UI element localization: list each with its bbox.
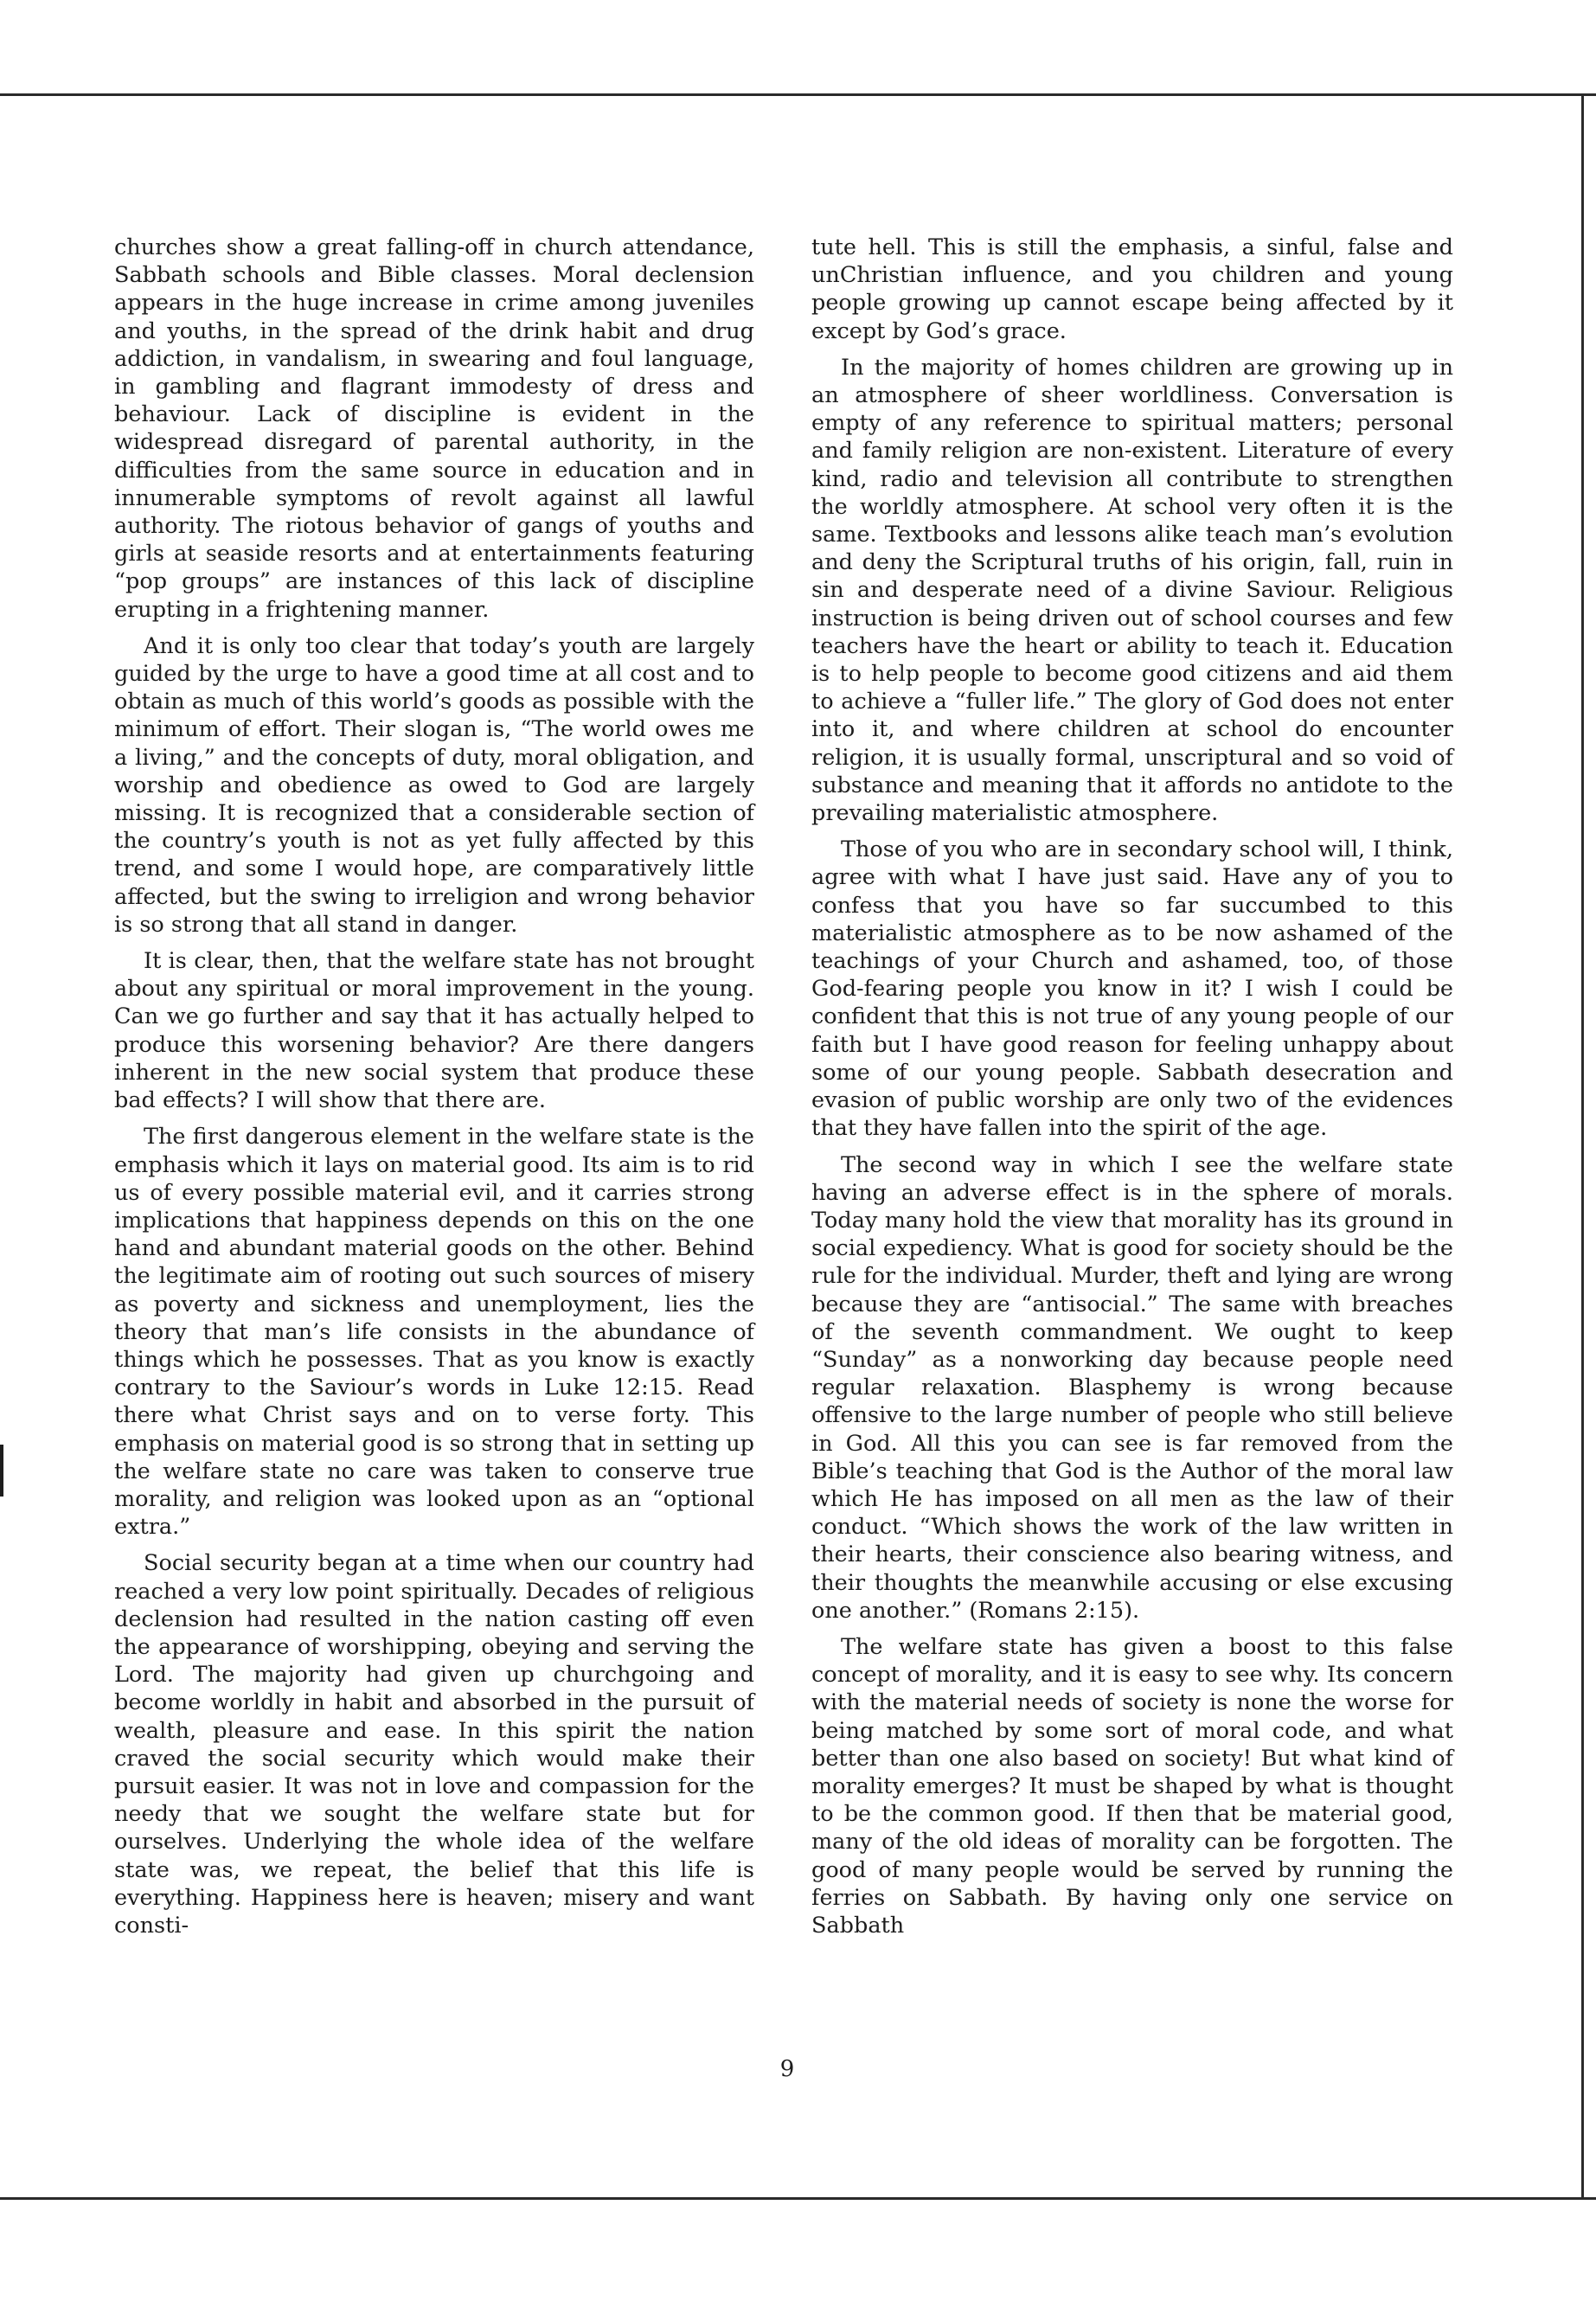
right-column	[811, 234, 1453, 1948]
paragraph: tute hell. This is still the emphasis, a sinful, false and unChristian influence, and you children and young people growing up cannot escape being affected by it except by God’s grace.	[811, 234, 1453, 344]
paragraph: The second way in which I see the welfare state having an adverse effect is in the sphere of morals. Today many hold the view that morality has its ground in social expediency. What is good for society should be the rule for the individual. Murder, theft and lying are wrong because they are “antisocial.” The same with breaches of the seventh commandment. We ought to keep “Sunday” as a nonworking day because people need regular relaxation. Blasphemy is wrong because offensive to the large number of people who still believe in God. All this you can see is far removed from the Bible’s teaching that God is the Author of the moral law which He has imposed on all men as the law of their conduct. “Which shows the work of the law written in their hearts, their conscience also bearing witness, and their thoughts the meanwhile accusing or else excusing one another.” (Romans 2:15).	[811, 1151, 1453, 1624]
left-column	[114, 234, 754, 1948]
paragraph: Those of you who are in secondary school will, I think, agree with what I have just said. Have any of you to confess that you have so far succumbed to this materialistic atmosphere as to be now ashamed of the teachings of your Church and ashamed, too, of those God-fearing people you know in it? I wish I could be confident that this is not true of any young people of our faith but I have good reason for feeling unhappy about some of our young people. Sabbath desecration and evasion of public worship are only two of the evidences that they have fallen into the spirit of the age.	[811, 836, 1453, 1142]
paragraph: And it is only too clear that today’s youth are largely guided by the urge to have a good time at all cost and to obtain as much of this world’s goods as possible with the minimum of effort. Their slogan is, “The world owes me a living,” and the concepts of duty, moral obligation, and worship and obedience as owed to God are largely missing. It is recognized that a considerable section of the country’s youth is not as yet fully affected by this trend, and some I would hope, are comparatively little affected, but the swing to irreligion and wrong behavior is so strong that all stand in danger.	[114, 632, 754, 938]
paragraph: Social security began at a time when our country had reached a very low point spiritually. Decades of religious declension had resulted in the nation casting off even the appearance of worshipping, obeying and serving the Lord. The majority had given up churchgoing and become worldly in habit and absorbed in the pursuit of wealth, pleasure and ease. In this spirit the nation craved the social security which would make their pursuit easier. It was not in love and compassion for the needy that we sought the welfare state but for ourselves. Underlying the whole idea of the welfare state was, we repeat, the belief that this life is everything. Happiness here is heaven; misery and want consti-	[114, 1550, 754, 1939]
paragraph: It is clear, then, that the welfare state has not brought about any spiritual or moral improvement in the young. Can we go further and say that it has actually helped to produce this worsening behavior? Are there dangers inherent in the new social system that produce these bad effects? I will show that there are.	[114, 948, 754, 1114]
paragraph: churches show a great falling-off in church attendance, Sabbath schools and Bible classes. Moral declension appears in the huge increase in crime among juveniles and youths, in the spread of the drink habit and drug addiction, in vandalism, in swearing and foul language, in gambling and flagrant immodesty of dress and behaviour. Lack of discipline is evident in the widespread disregard of parental authority, in the difficulties from the same source in education and in innumerable symptoms of revolt against all lawful authority. The riotous behavior of gangs of youths and girls at seaside resorts and at entertainments featuring “pop groups” are instances of this lack of discipline erupting in a frightening manner.	[114, 234, 754, 623]
paragraph: The first dangerous element in the welfare state is the emphasis which it lays on material good. Its aim is to rid us of every possible material evil, and it carries strong implications that happiness depends on this on the one hand and abundant material goods on the other. Behind the legitimate aim of rooting out such sources of misery as poverty and sickness and unemployment, lies the theory that man’s life consists in the abundance of things which he possesses. That as you know is exactly contrary to the Saviour’s words in Luke 12:15. Read there what Christ says and on to verse forty. This emphasis on material good is so strong that in setting up the welfare state no care was taken to conserve true morality, and religion was looked upon as an “optional extra.”	[114, 1124, 754, 1541]
page-number: 9	[779, 2056, 795, 2082]
paragraph: In the majority of homes children are growing up in an atmosphere of sheer worldliness. Conversation is empty of any reference to spiritual matters; personal and family religion are non-existent. Literature of every kind, radio and television all contribute to strengthen the worldly atmosphere. At school very often it is the same. Textbooks and lessons alike teach man’s evolution and deny the Scriptural truths of his origin, fall, ruin in sin and desperate need of a divine Saviour. Religious instruction is being driven out of school courses and few teachers have the heart or ability to teach it. Education is to help people to become good citizens and aid them to achieve a “fuller life.” The glory of God does not enter into it, and where children at school do encounter religion, it is usually formal, unscriptural and so void of substance and meaning that it affords no antidote to the prevailing materialistic atmosphere.	[811, 354, 1453, 827]
paragraph: The welfare state has given a boost to this false concept of morality, and it is easy to see why. Its concern with the material needs of society is none the worse for being matched by some sort of moral code, and what better than one also based on society! But what kind of morality emerges? It must be shaped by what is thought to be the common good. If then that be material good, many of the old ideas of morality can be forgotten. The good of many people would be served by running the ferries on Sabbath. By having only one service on Sabbath	[811, 1633, 1453, 1939]
